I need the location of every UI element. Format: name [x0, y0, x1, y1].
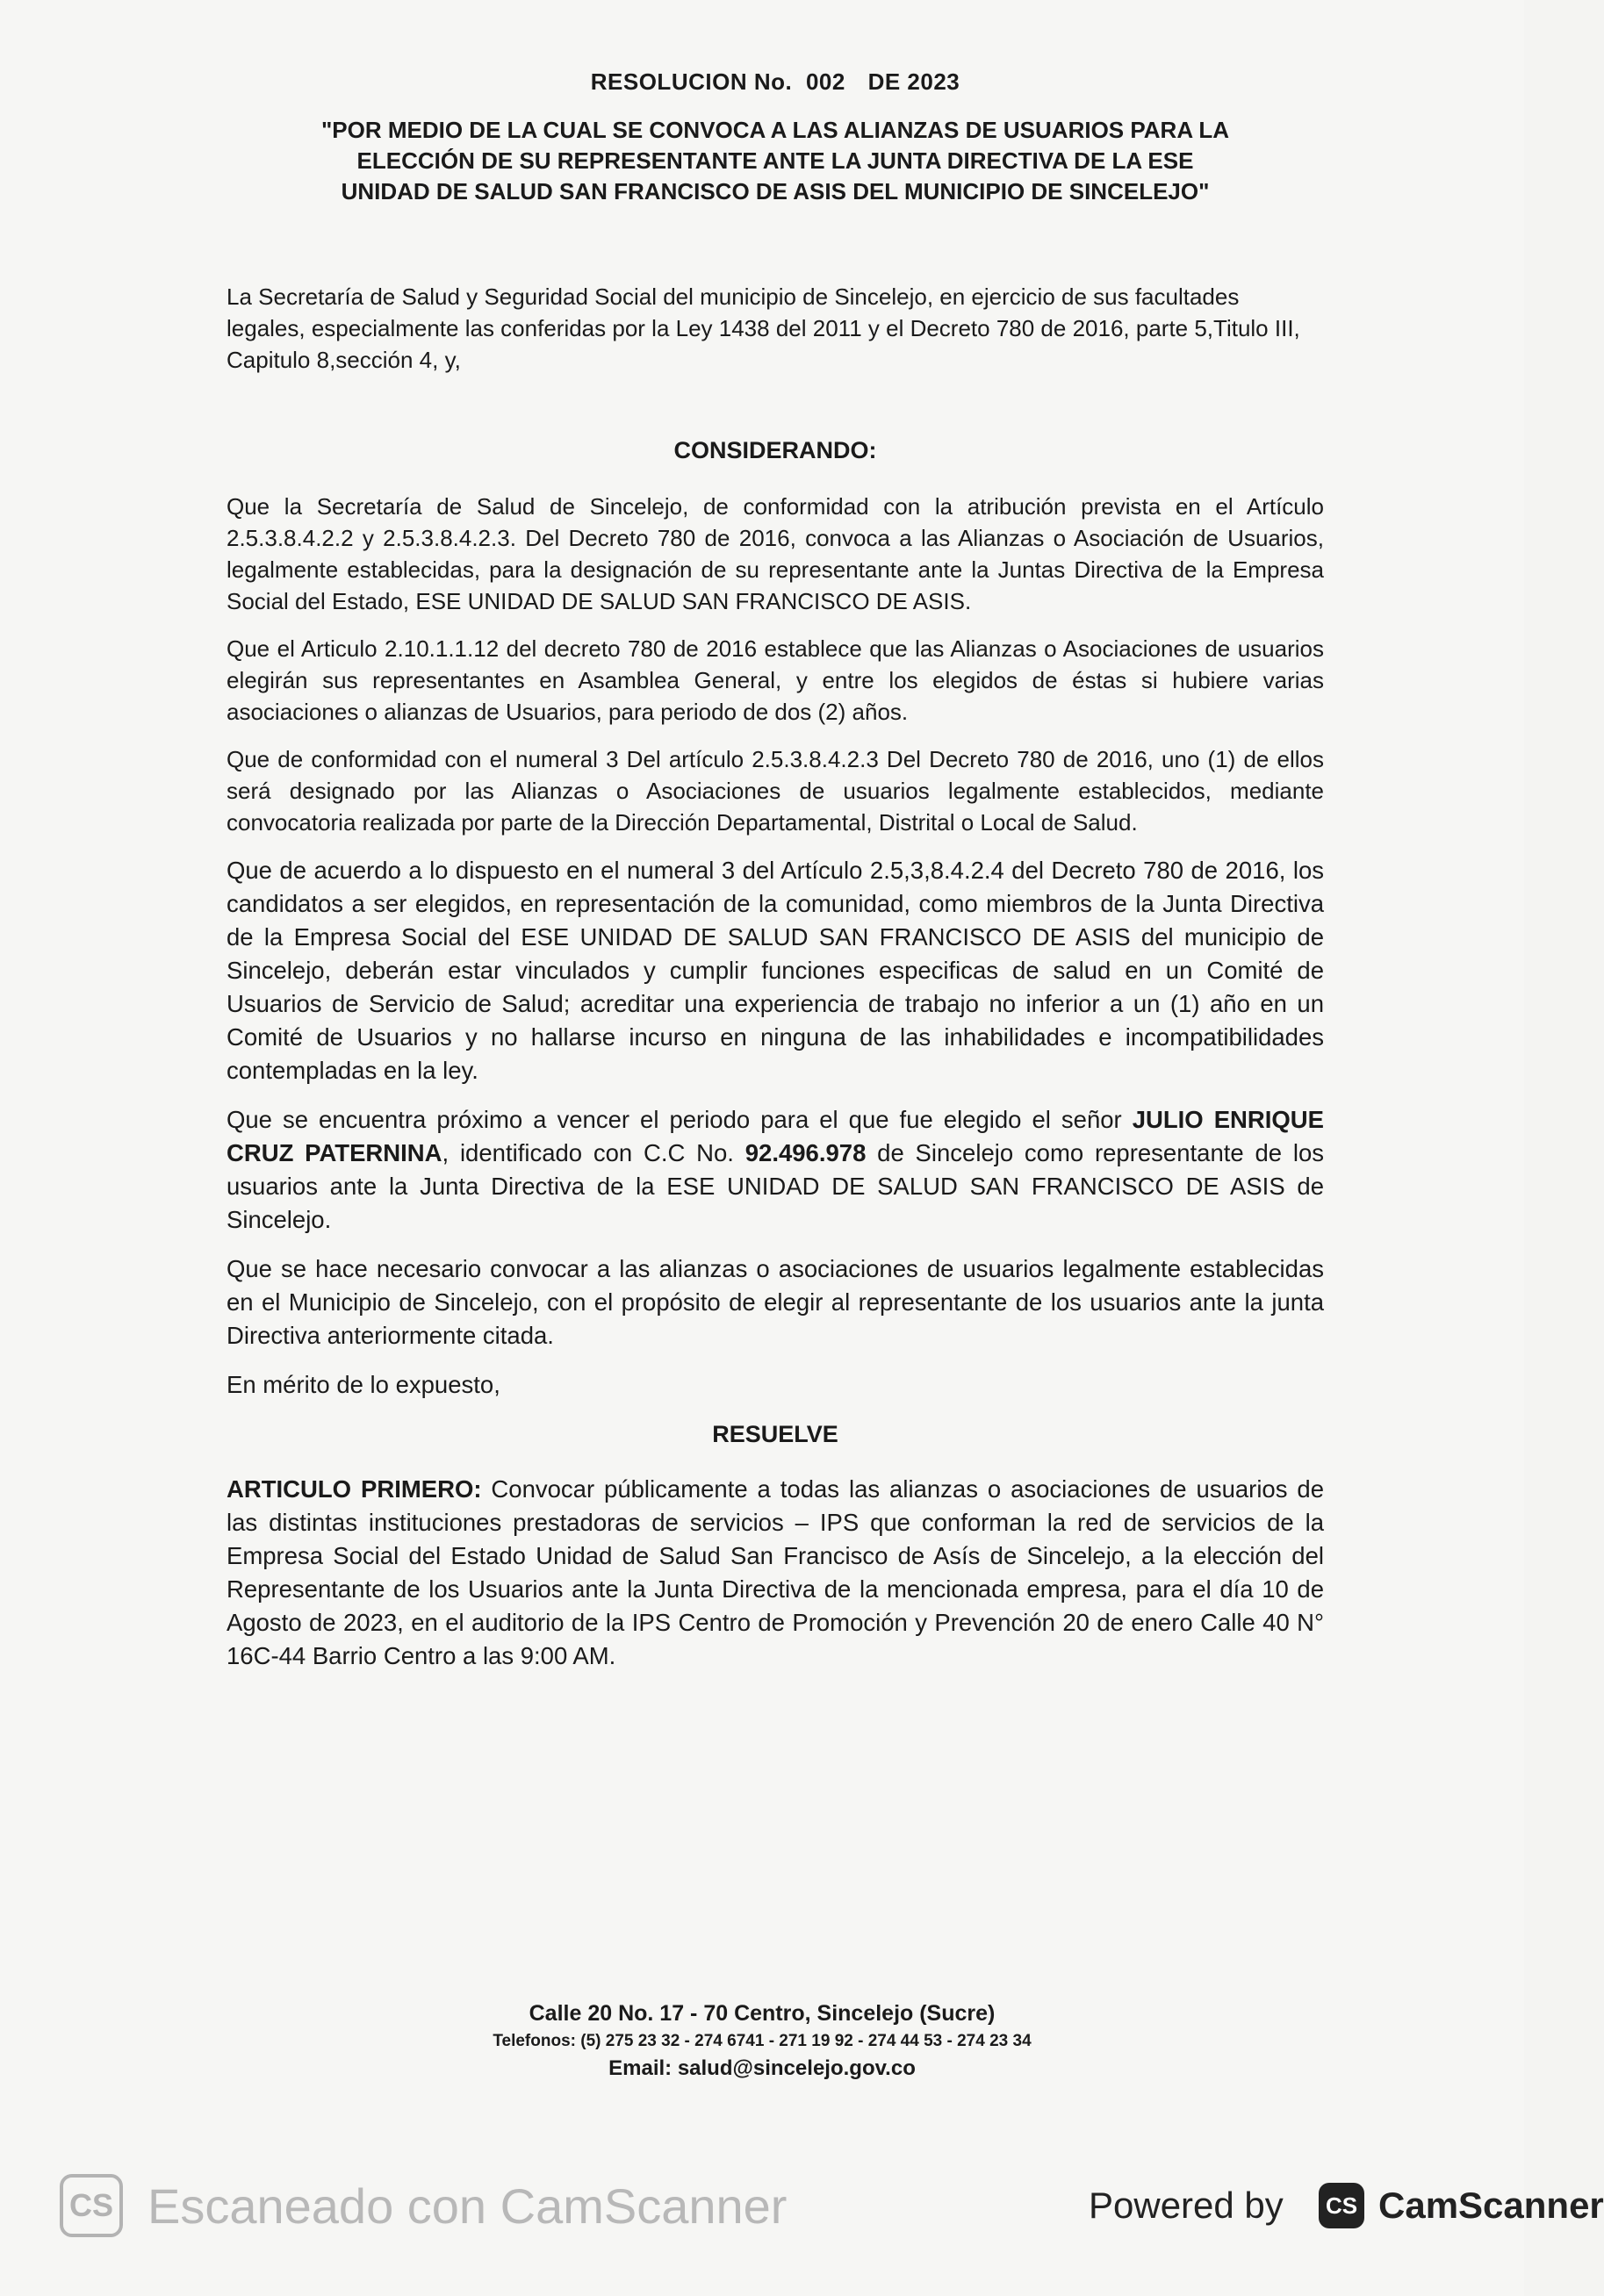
representative-name: JULIO ENRIQUE CRUZ PATERNINA: [227, 1106, 1324, 1166]
scanned-with-text: Escaneado con CamScanner: [147, 2178, 788, 2234]
camscanner-logo-icon: CS: [60, 2174, 123, 2237]
intro-paragraph: La Secretaría de Salud y Seguridad Social del municipio de Sincelejo, en ejercicio de sus facultades legales, especialmente las conferidas por la Ley 1438 del 2011 y el Decreto 780 de 2016, parte 5,Titulo III, Capitulo 8,sección 4, y,: [227, 283, 1300, 373]
footer-email: Email: salud@sincelejo.gov.co: [608, 2056, 916, 2080]
powered-by-text: Powered by: [1089, 2185, 1284, 2226]
articulo-primero-text: Convocar públicamente a todas las alianzas o asociaciones de usuarios de las distintas instituciones prestadoras de servicios – IPS que conforman la red de servicios de la Empresa Social del Estado Unidad de Salud San Francisco de Asís de Sincelejo, a la elección del Representante de los Usuarios ante la Junta Directiva de la mencionada empresa, para el día 10 de Agosto de 2023, en el auditorio de la IPS Centro de Promoción y Prevención 20 de enero Calle 40 N° 16C-44 Barrio Centro a las 9:00 AM.: [227, 1475, 1324, 1669]
footer-address: Calle 20 No. 17 - 70 Centro, Sincelejo (Sucre): [529, 2001, 996, 2026]
resolution-title: [227, 68, 1324, 96]
considerando-paragraph-3: Que de conformidad con el numeral 3 Del artículo 2.5.3.8.4.2.3 Del Decreto 780 de 2016, uno (1) de ellos será designado por las Alianzas o Asociaciones de usuarios legalmente establecidos, mediante convocatoria realizada por parte de la Dirección Departamental, Distrital o Local de Salud.: [227, 746, 1324, 836]
letterhead-footer: [0, 2001, 1524, 2081]
p5-text-c: de Sincelejo como representante de los usuarios ante la Junta Directiva de la ESE UNIDAD DE SALUD SAN FRANCISCO DE ASIS de Sincelejo.: [227, 1139, 1324, 1233]
resuelve-heading: RESUELVE: [712, 1421, 838, 1447]
articulo-primero: [227, 1473, 1324, 1673]
representative-id: 92.496.978: [744, 1139, 867, 1166]
considerando-paragraph-6: Que se hace necesario convocar a las alianzas o asociaciones de usuarios legalmente establecidas en el Municipio de Sincelejo, con el propósito de elegir al representante de los usuarios ante la junta Directiva anteriormente citada.: [227, 1255, 1324, 1349]
merito-line: En mérito de lo expuesto,: [227, 1371, 500, 1398]
p5-text-b: , identificado con C.C No.: [442, 1139, 745, 1166]
camscanner-brand-icon: CS: [1319, 2183, 1364, 2228]
resolution-subject: [227, 115, 1324, 207]
considerando-heading: CONSIDERANDO:: [673, 437, 877, 463]
footer-phones: Telefonos: (5) 275 23 32 - 274 6741 - 271 19 92 - 274 44 53 - 274 23 34: [493, 2032, 1032, 2050]
considerando-paragraph-4: Que de acuerdo a lo dispuesto en el numeral 3 del Artículo 2.5,3,8.4.2.4 del Decreto 780 de 2016, los candidatos a ser elegidos, en representación de la comunidad, como miembros de la Junta Directiva de la Empresa Social del ESE UNIDAD DE SALUD SAN FRANCISCO DE ASIS del municipio de Sincelejo, deberán estar vinculados y cumplir funciones especificas de salud en un Comité de Usuarios de Servicio de Salud; acreditar una experiencia de trabajo no inferior a un (1) año en un Comité de Usuarios y no hallarse incurso en ninguna de las inhabilidades e incompatibilidades contempladas en la ley.: [227, 857, 1324, 1084]
camscanner-watermark-bar: [0, 2155, 1604, 2251]
considerando-paragraph-2: Que el Articulo 2.10.1.1.12 del decreto 780 de 2016 establece que las Alianzas o Asociaciones de usuarios elegirán sus representantes en Asamblea General, y entre los elegidos de éstas si hubiere varias asociaciones o alianzas de Usuarios, para periodo de dos (2) años.: [227, 635, 1324, 725]
subject-line-2: ELECCIÓN DE SU REPRESENTANTE ANTE LA JUNTA DIRECTIVA DE LA ESE: [356, 147, 1194, 174]
p5-text-a: Que se encuentra próximo a vencer el periodo para el que fue elegido el señor: [227, 1106, 1133, 1133]
resolution-label: RESOLUCION No.: [590, 68, 793, 95]
camscanner-brand-text: CamScanner: [1378, 2185, 1604, 2226]
subject-line-3: UNIDAD DE SALUD SAN FRANCISCO DE ASIS DEL MUNICIPIO DE SINCELEJO": [341, 178, 1210, 204]
considerando-paragraph-1: Que la Secretaría de Salud de Sincelejo, de conformidad con la atribución prevista en el Artículo 2.5.3.8.4.2.2 y 2.5.3.8.4.2.3. Del Decreto 780 de 2016, convoca a las Alianzas o Asociación de Usuarios, legalmente establecidas, para la designación de su representante ante la Juntas Directiva de la Empresa Social del Estado, ESE UNIDAD DE SALUD SAN FRANCISCO DE ASIS.: [227, 493, 1324, 614]
articulo-primero-label: ARTICULO PRIMERO:: [227, 1475, 482, 1503]
resolution-number: 002: [805, 68, 845, 95]
document-body: [227, 68, 1324, 1689]
subject-line-1: "POR MEDIO DE LA CUAL SE CONVOCA A LAS ALIANZAS DE USUARIOS PARA LA: [320, 117, 1230, 143]
resolution-year: DE 2023: [867, 68, 960, 95]
considerando-paragraph-5: [227, 1103, 1324, 1237]
